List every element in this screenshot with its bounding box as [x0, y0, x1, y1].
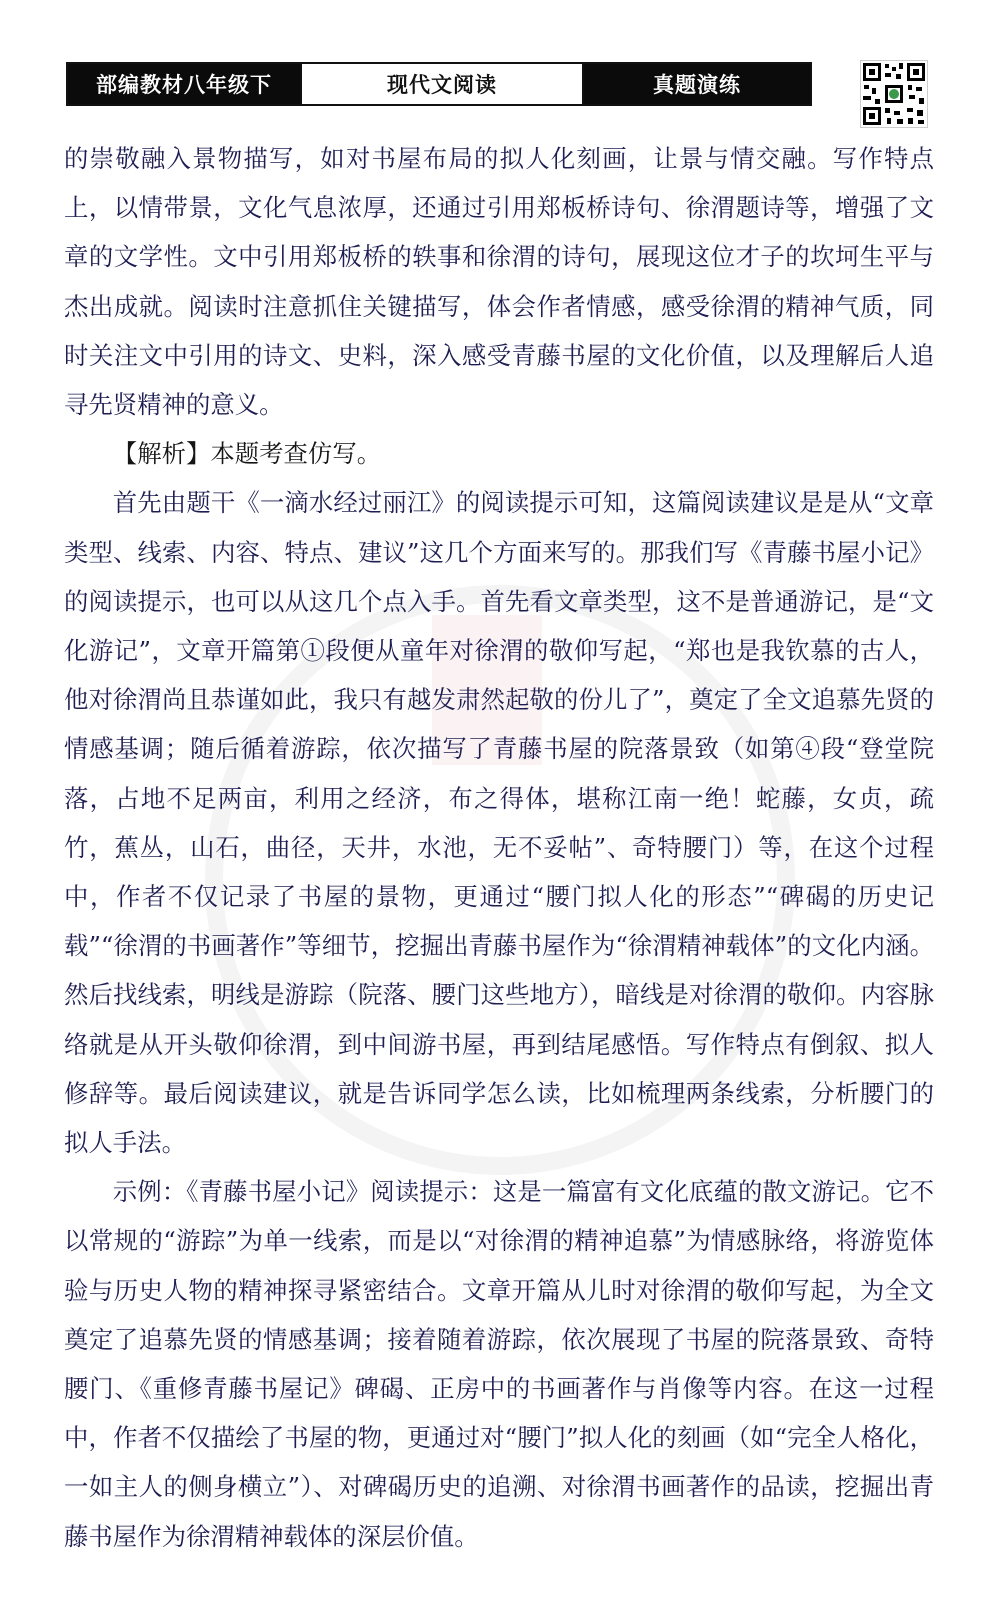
paragraph-continued: 的崇敬融入景物描写，如对书屋布局的拟人化刻画，让景与情交融。写作特点上，以情带景，文化气息浓厚，还通过引用郑板桥诗句、徐渭题诗等，增强了文章的文学性。文中引用郑板桥的轶事和徐渭的诗句，展现这位才子的坎坷生平与杰出成就。阅读时注意抓住关键描写，体会作者情感，感受徐渭的精神气质，同时关注文中引用的诗文、史料，深入感受青藤书屋的文化价值，以及理解后人追寻先贤精神的意义。	[64, 144, 934, 420]
qr-code-icon	[860, 60, 928, 128]
paragraph-analysis: 首先由题干《一滴水经过丽江》的阅读提示可知，这篇阅读建议是是从“文章类型、线索、内容、特点、建议”这几个方面来写的。那我们写《青藤书屋小记》的阅读提示，也可以从这几个点入手。首先看文章类型，这不是普通游记，是“文化游记”，文章开篇第①段便从童年对徐渭的敬仰写起，“郑也是我钦慕的古人，他对徐渭尚且恭谨如此，我只有越发肃然起敬的份儿了”，奠定了全文追慕先贤的情感基调；随后循着游踪，依次描写了青藤书屋的院落景致（如第④段“登堂院落，占地不足两亩，利用之经济，布之得体，堪称江南一绝！蛇藤，女贞，疏竹，蕉丛，山石，曲径，天井，水池，无不妥帖”、奇特腰门）等，在这个过程中，作者不仅记录了书屋的景物，更通过“腰门拟人化的形态”“碑碣的历史记载”“徐渭的书画著作”等细节，挖掘出青藤书屋作为“徐渭精神载体”的文化内涵。然后找线索，明线是游踪（院落、腰门这些地方），暗线是对徐渭的敬仰。内容脉络就是从开头敬仰徐渭，到中间游书屋，再到结尾感悟。写作特点有倒叙、拟人修辞等。最后阅读建议，就是告诉同学怎么读，比如梳理两条线索，分析腰门的拟人手法。	[64, 488, 934, 1158]
paragraph-analysis-heading: 【解析】本题考查仿写。	[112, 439, 382, 469]
paragraph-example: 示例：《青藤书屋小记》阅读提示：这是一篇富有文化底蕴的散文游记。它不以常规的“游踪”为单一线索，而是以“对徐渭的精神追慕”为情感脉络，将游览体验与历史人物的精神探寻紧密结合。文章开篇从儿时对徐渭的敬仰写起，为全文奠定了追慕先贤的情感基调；接着随着游踪，依次展现了书屋的院落景致、奇特腰门、《重修青藤书屋记》碑碣、正房中的书画著作与肖像等内容。在这一过程中，作者不仅描绘了书屋的物，更通过对“腰门”拟人化的刻画（如“完全人格化，一如主人的侧身横立”）、对碑碣历史的追溯、对徐渭书画著作的品读，挖掘出青藤书屋作为徐渭精神载体的深层价值。	[64, 1177, 934, 1551]
qr-code-graphic	[861, 61, 927, 127]
header-textbook-label: 部编教材八年级下	[68, 64, 300, 104]
header-practice-label: 真题演练	[584, 64, 810, 104]
page-header	[66, 62, 812, 106]
header-section-title: 现代文阅读	[300, 64, 584, 104]
article-body	[64, 134, 934, 1561]
